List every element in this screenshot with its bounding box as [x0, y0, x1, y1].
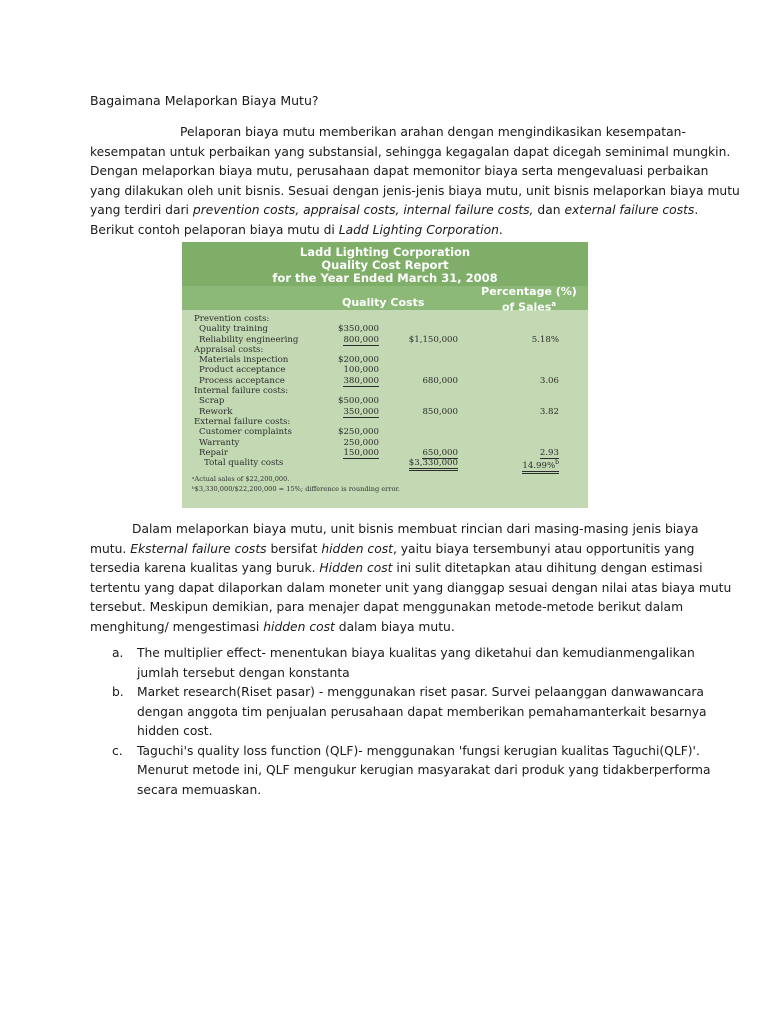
report-cell-c2: $3,330,000: [409, 458, 458, 471]
report-column-header: [182, 285, 588, 314]
list-item-line: jumlah tersebut dengan konstanta: [137, 665, 350, 680]
intro-line-5a: yang terdiri dari: [90, 203, 189, 217]
report-row: [182, 345, 588, 355]
intro-line-5b: prevention costs, appraisal costs, internal failure costs,: [192, 203, 534, 217]
body-line-1: Dalam melaporkan biaya mutu, unit bisnis membuat rincian dari masing-masing jenis biaya: [132, 522, 699, 536]
report-row-label: Customer complaints: [199, 427, 292, 438]
body-paragraph: Dalam melaporkan biaya mutu, unit bisnis membuat rincian dari masing-masing jenis biaya mutu. Eksternal failure costs bersifat hidden cost, yaitu biaya tersembunyi atau opportunitis yang tersedia karena kualitas yang buruk. Hidden cost ini sulit ditetapkan atau dihitung dengan estimasi tertentu yang dapat dilaporkan dalam moneter unit yang dianggap sesuai dengan nilai atas biaya mutu tersebut. Meskipun demikian, para menajer dapat menggunakan metode-metode berikut dalam menghitung/ mengestimasi hidden cost dalam biaya mutu.: [90, 522, 732, 634]
report-cell-c2: 650,000: [422, 447, 458, 458]
list-item-line: hidden cost.: [137, 724, 213, 738]
report-row-label: Appraisal costs:: [194, 344, 264, 355]
report-row-label: Reliability engineering: [199, 334, 299, 345]
report-cell-c1: 380,000: [343, 375, 379, 386]
report-row: [182, 417, 588, 427]
list-item-line: Menurut metode ini, QLF mengukur kerugian masyarakat dari produk yang tidakberperforma: [137, 763, 711, 777]
report-cell-c1: $350,000: [337, 324, 379, 335]
report-table: [182, 314, 588, 472]
report-row: [182, 427, 588, 437]
report-row-label: Quality training: [199, 324, 268, 335]
report-cell-c3: 5.18%: [531, 334, 559, 345]
report-row: [182, 335, 588, 345]
report-cell-c1: $500,000: [337, 396, 379, 407]
quality-cost-report-image: [182, 242, 588, 508]
methods-list: [112, 644, 711, 800]
intro-paragraph: [90, 123, 740, 240]
report-row-label: Internal failure costs:: [194, 386, 289, 397]
list-item-line: Market research(Riset pasar) - menggunakan riset pasar. Survei pelaanggan danwawancara: [137, 685, 704, 699]
intro-line-1: Pelaporan biaya mutu memberikan arahan dengan mengindikasikan kesempatan-: [180, 125, 686, 139]
report-cell-c2: 680,000: [422, 375, 458, 386]
report-cell-c1: 800,000: [343, 334, 379, 345]
list-marker: a.: [112, 646, 124, 660]
report-row: [182, 365, 588, 375]
list-item: [112, 683, 707, 742]
body-line-5: tersebut. Meskipun demikian, para menajer dapat menggunakan metode-metode berikut dalam: [90, 600, 684, 614]
report-row-label: Materials inspection: [199, 355, 289, 366]
report-row: [182, 448, 588, 458]
intro-line-3: Dengan melaporkan biaya mutu, perusahaan dapat memonitor biaya serta mengevaluasi perbaikan: [90, 164, 709, 178]
report-row: [182, 324, 588, 334]
intro-line-6a: Berikut contoh pelaporan biaya mutu di: [90, 222, 335, 237]
report-row-label: Total quality costs: [204, 458, 284, 469]
report-row: [182, 314, 588, 324]
report-footnote-a: ᵃActual sales of $22,200,000.: [192, 475, 290, 483]
report-row-label: Scrap: [199, 396, 225, 407]
report-row-label: Product acceptance: [199, 365, 286, 376]
report-row: [182, 438, 588, 448]
report-period: for the Year Ended March 31, 2008: [272, 271, 498, 285]
report-row-label: Process acceptance: [199, 375, 285, 386]
report-cell-c3: 14.99%$^b$: [522, 458, 559, 474]
list-item: [112, 644, 695, 683]
report-row: [182, 386, 588, 396]
report-cell-c2: $1,150,000: [408, 334, 458, 345]
report-subtitle: Quality Cost Report: [321, 258, 449, 272]
intro-line-6b: Ladd Lighting Corporation: [338, 222, 499, 237]
column-percentage: Percentage (%) of Sales$^a$: [481, 285, 577, 314]
report-row-label: Warranty: [199, 437, 240, 448]
intro-line-5e: .: [694, 203, 699, 217]
intro-line-6c: .: [498, 222, 503, 237]
report-footnote-b: ᵇ$3,330,000/$22,200,000 = 15%; difference is rounding error.: [192, 485, 400, 493]
report-cell-c1: $200,000: [337, 355, 379, 366]
report-row: [182, 376, 588, 386]
report-cell-c2: 850,000: [422, 406, 458, 417]
list-item: [112, 742, 711, 801]
report-cell-c1: 150,000: [343, 447, 379, 458]
intro-line-4: yang dilakukan oleh unit bisnis. Sesuai dengan jenis-jenis biaya mutu, unit bisnis melaporkan biaya mutu: [90, 183, 740, 198]
list-item-line: The multiplier effect- menentukan biaya kualitas yang diketahui dan kemudianmengalikan: [137, 646, 695, 660]
report-header: [182, 242, 588, 286]
report-row: [182, 407, 588, 417]
report-row-label: Rework: [199, 406, 233, 417]
report-row: [182, 355, 588, 365]
list-marker: b.: [112, 685, 124, 699]
list-item-line: dengan anggota tim penjualan perusahaan dapat memberikan pemahamanterkait besarnya: [137, 704, 707, 719]
report-row-label: External failure costs:: [194, 416, 291, 427]
report-cell-c3: 3.06: [539, 375, 559, 386]
list-marker: c.: [112, 743, 123, 758]
intro-line-5c: dan: [537, 203, 561, 217]
report-cell-c1: 250,000: [343, 437, 379, 448]
list-item-line: secara memuaskan.: [137, 782, 262, 797]
column-quality-costs: Quality Costs: [342, 296, 425, 309]
report-row-label: Repair: [199, 447, 229, 458]
report-row-label: Prevention costs:: [194, 314, 270, 324]
report-cell-c1: 100,000: [343, 365, 379, 376]
body-line-4: tertentu yang dapat dilaporkan dalam moneter unit yang dianggap sesuai dengan nilai atas biaya mutu: [90, 580, 732, 595]
list-item-line: Taguchi's quality loss function (QLF)- menggunakan 'fungsi kerugian kualitas Taguchi(QLF)'.: [137, 743, 700, 758]
intro-line-2: kesempatan untuk perbaikan yang substansial, sehingga kegagalan dapat dicegah seminimal mungkin.: [90, 144, 731, 159]
section-heading: Bagaimana Melaporkan Biaya Mutu?: [90, 93, 319, 108]
report-title: Ladd Lighting Corporation: [299, 245, 471, 259]
intro-line-5d: external failure costs: [564, 203, 695, 217]
report-cell-c1: $250,000: [337, 427, 379, 438]
report-cell-c3: 2.93: [539, 447, 559, 458]
report-row: [182, 458, 588, 472]
report-cell-c1: 350,000: [343, 406, 379, 417]
report-row: [182, 396, 588, 406]
report-cell-c3: 3.82: [539, 406, 559, 417]
